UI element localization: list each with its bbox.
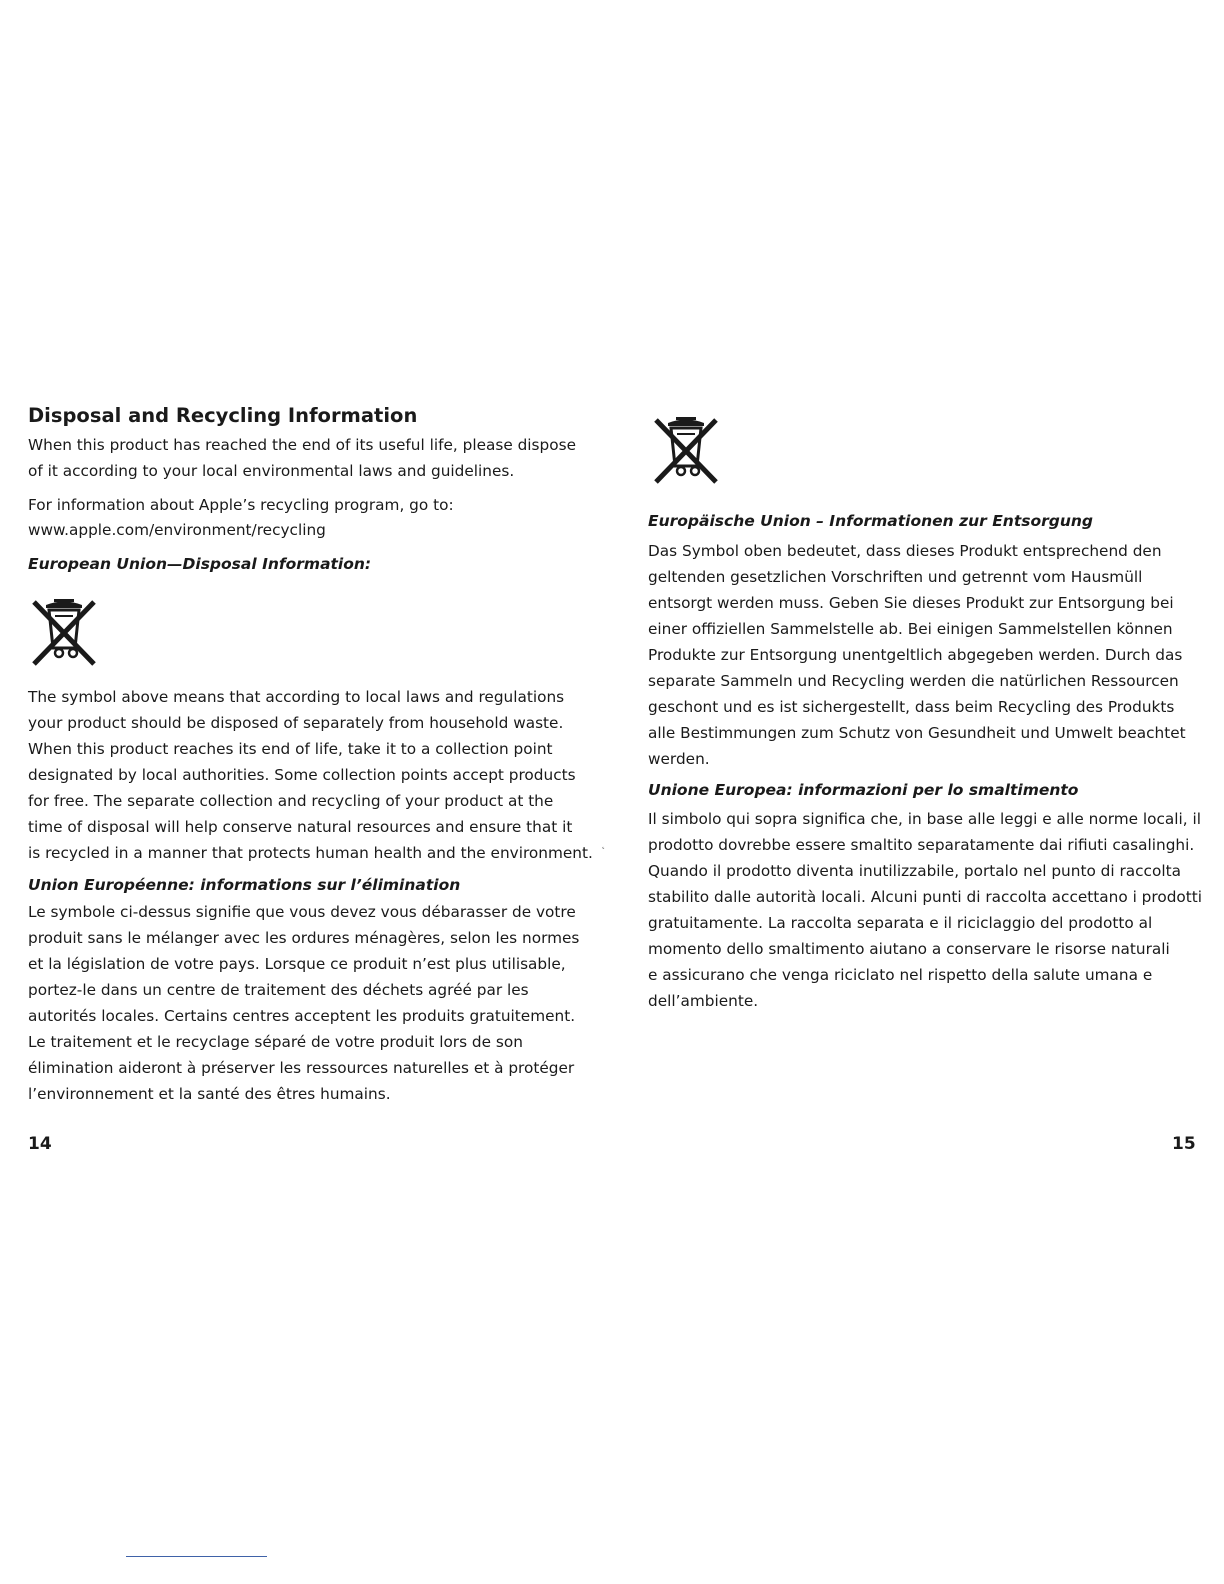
eu-line: time of disposal will help conserve natural resources and ensure that it (28, 818, 573, 836)
recycling-program-text: For information about Apple’s recycling program, go to: (28, 496, 454, 514)
it-heading: Unione Europea: informazioni per lo smaltimento (648, 781, 1079, 799)
fr-line: Le symbole ci-dessus signifie que vous devez vous débarasser de votre (28, 903, 576, 921)
de-line: einer offiziellen Sammelstelle ab. Bei einigen Sammelstellen können (648, 620, 1173, 638)
intro-line: of it according to your local environmental laws and guidelines. (28, 462, 515, 480)
eu-line: The symbol above means that according to local laws and regulations (28, 688, 565, 706)
page-number-left: 14 (28, 1134, 52, 1154)
it-line: stabilito dalle autorità locali. Alcuni punti di raccolta accettano i prodotti (648, 888, 1203, 906)
fr-line: produit sans le mélanger avec les ordures ménagères, selon les normes (28, 929, 580, 947)
de-line: Produkte zur Entsorgung unentgeltlich abgegeben werden. Durch das (648, 646, 1183, 664)
eu-line: designated by local authorities. Some collection points accept products (28, 766, 576, 784)
it-line: Quando il prodotto diventa inutilizzabile, portalo nel punto di raccolta (648, 862, 1181, 880)
it-line: momento dello smaltimento aiutano a conservare le risorse naturali (648, 940, 1170, 958)
page-title: Disposal and Recycling Information (28, 404, 418, 427)
fr-line: l’environnement et la santé des êtres humains. (28, 1085, 391, 1103)
de-line: werden. (648, 750, 710, 768)
eu-disposal-heading: European Union—Disposal Information: (28, 555, 372, 573)
fr-paragraph (28, 899, 579, 1107)
crossed-out-wheelie-bin-icon (28, 596, 100, 668)
de-line: separate Sammeln und Recycling werden die natürlichen Ressourcen (648, 672, 1179, 690)
fr-line: Le traitement et le recyclage séparé de votre produit lors de son (28, 1033, 523, 1051)
it-line: Il simbolo qui sopra significa che, in base alle leggi e alle norme locali, il (648, 810, 1202, 828)
fr-line: portez-le dans un centre de traitement des déchets agréé par les (28, 981, 529, 999)
fr-heading: Union Européenne: informations sur l’élimination (28, 876, 461, 894)
crossed-out-wheelie-bin-icon (650, 414, 722, 486)
scan-speck: ˛ (601, 840, 606, 850)
fr-line: et la législation de votre pays. Lorsque ce produit n’est plus utilisable, (28, 955, 566, 973)
de-line: Das Symbol oben bedeutet, dass dieses Produkt entsprechend den (648, 542, 1162, 560)
recycling-url-link[interactable]: www.apple.com/environment/recycling (28, 521, 326, 539)
de-paragraph (648, 538, 1186, 772)
page-number-right: 15 (1172, 1134, 1196, 1154)
eu-line: for free. The separate collection and recycling of your product at the (28, 792, 554, 810)
eu-line: When this product reaches its end of life, take it to a collection point (28, 740, 553, 758)
eu-line: your product should be disposed of separately from household waste. (28, 714, 564, 732)
it-line: dell’ambiente. (648, 992, 759, 1010)
de-line: geschont und es ist sichergestellt, dass beim Recycling des Produkts (648, 698, 1175, 716)
de-heading: Europäische Union – Informationen zur Entsorgung (648, 512, 1094, 530)
de-line: entsorgt werden muss. Geben Sie dieses Produkt zur Entsorgung bei (648, 594, 1174, 612)
footer-rule (126, 1556, 267, 1557)
it-line: e assicurano che venga riciclato nel rispetto della salute umana e (648, 966, 1153, 984)
it-paragraph (648, 806, 1202, 1014)
it-line: gratuitamente. La raccolta separata e il riciclaggio del prodotto al (648, 914, 1153, 932)
fr-line: autorités locales. Certains centres acceptent les produits gratuitement. (28, 1007, 576, 1025)
de-line: geltenden gesetzlichen Vorschriften und getrennt vom Hausmüll (648, 568, 1143, 586)
fr-line: élimination aideront à préserver les ressources naturelles et à protéger (28, 1059, 575, 1077)
intro-paragraph (28, 432, 576, 484)
de-line: alle Bestimmungen zum Schutz von Gesundheit und Umwelt beachtet (648, 724, 1186, 742)
it-line: prodotto dovrebbe essere smaltito separatamente dai rifiuti casalinghi. (648, 836, 1195, 854)
intro-line: When this product has reached the end of its useful life, please dispose (28, 436, 576, 454)
eu-disposal-paragraph (28, 684, 593, 866)
eu-line: is recycled in a manner that protects human health and the environment. (28, 844, 593, 862)
